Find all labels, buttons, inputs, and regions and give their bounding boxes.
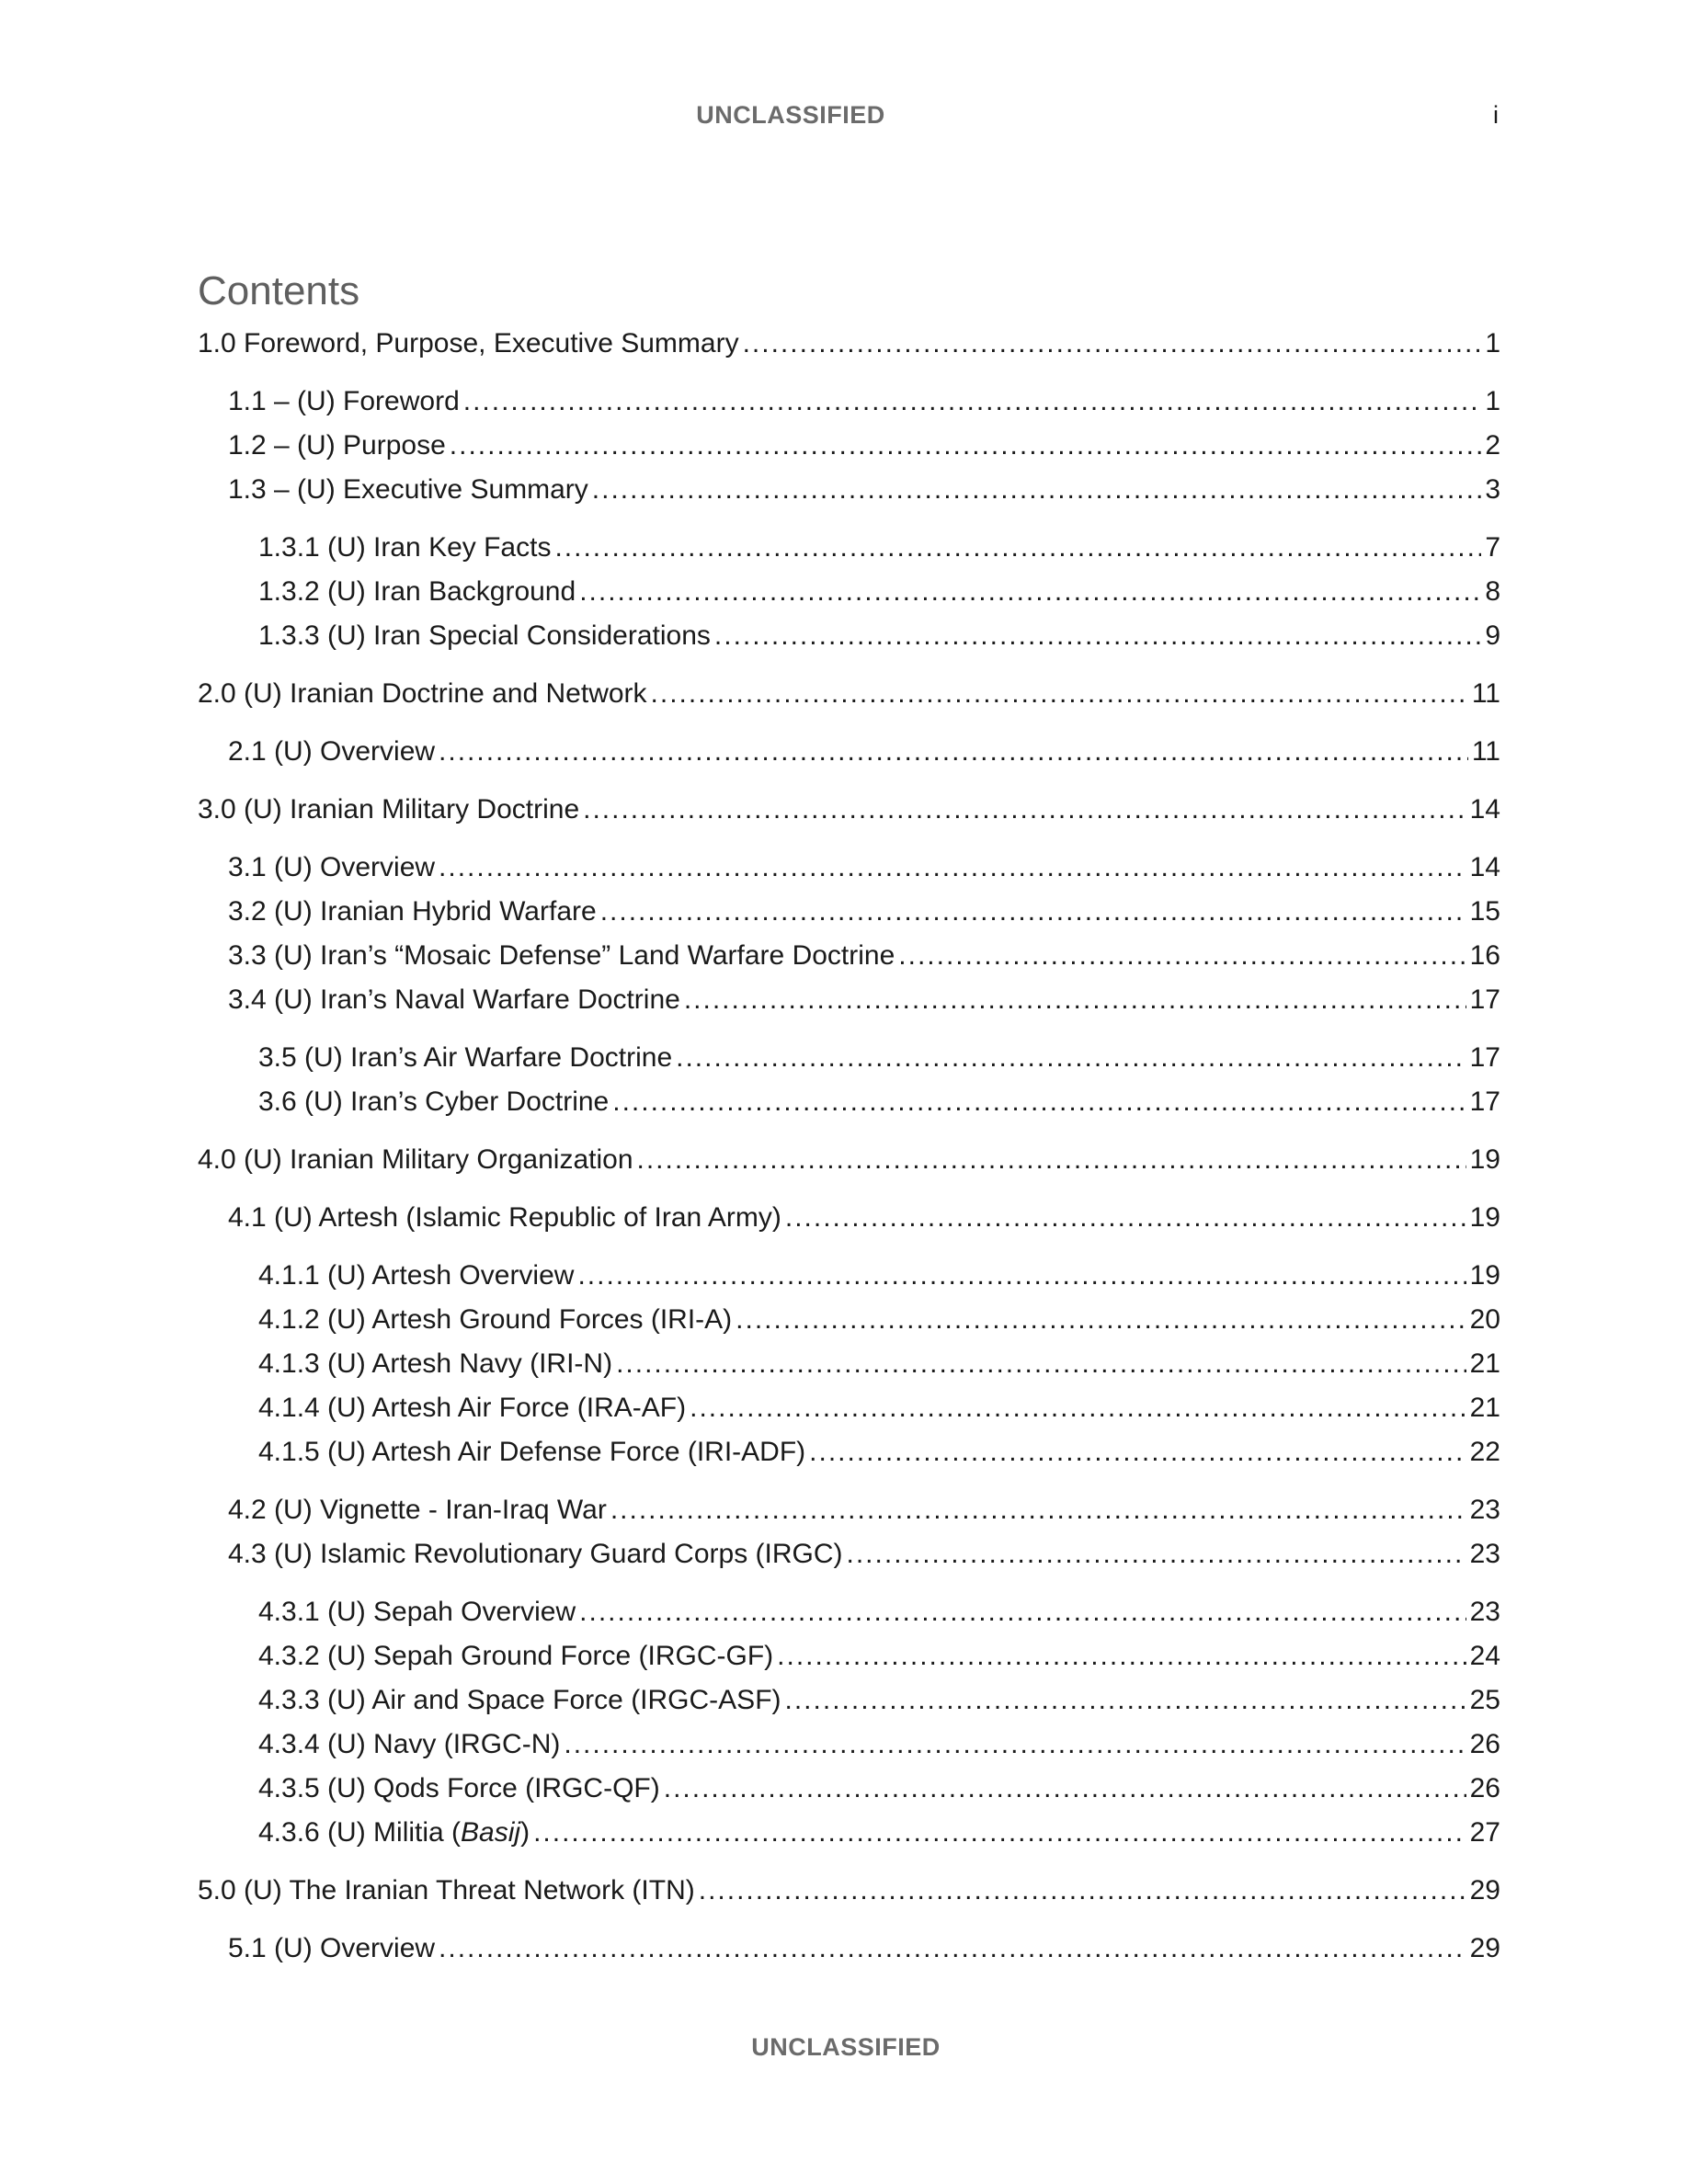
toc-entry-label: 3.4 (U) Iran’s Naval Warfare Doctrine bbox=[228, 984, 680, 1015]
toc-entry-page: 14 bbox=[1469, 852, 1500, 882]
toc-entry-label: 1.3.1 (U) Iran Key Facts bbox=[258, 532, 552, 563]
toc-dot-leader bbox=[579, 1590, 1466, 1634]
toc-dot-leader bbox=[690, 1386, 1466, 1430]
toc-entry[interactable] bbox=[198, 1869, 1500, 1913]
toc-entry-label: 1.2 – (U) Purpose bbox=[228, 430, 446, 461]
toc-entry-page: 20 bbox=[1469, 1304, 1500, 1335]
toc-dot-leader bbox=[651, 672, 1468, 716]
toc-entry[interactable] bbox=[198, 672, 1500, 716]
toc-entry-page: 29 bbox=[1469, 1875, 1500, 1905]
toc-entry[interactable] bbox=[198, 1590, 1500, 1634]
toc-entry-page: 2 bbox=[1485, 430, 1500, 461]
toc-entry-page: 17 bbox=[1469, 984, 1500, 1015]
toc-dot-leader bbox=[450, 424, 1482, 468]
toc-entry-page: 21 bbox=[1469, 1393, 1500, 1423]
page-number: i bbox=[1493, 101, 1499, 129]
toc-entry-page: 11 bbox=[1471, 678, 1500, 709]
toc-dot-leader bbox=[664, 1767, 1466, 1811]
toc-entry-page: 26 bbox=[1469, 1729, 1500, 1759]
toc-entry-page: 3 bbox=[1485, 474, 1500, 505]
toc-dot-leader bbox=[463, 380, 1482, 424]
toc-entry[interactable] bbox=[198, 614, 1500, 658]
toc-entry[interactable] bbox=[198, 1138, 1500, 1182]
toc-entry[interactable] bbox=[198, 1342, 1500, 1386]
table-of-contents bbox=[198, 322, 1500, 1971]
toc-entry[interactable] bbox=[198, 1767, 1500, 1811]
toc-dot-leader bbox=[554, 526, 1481, 570]
toc-dot-leader bbox=[610, 1488, 1466, 1532]
toc-dot-leader bbox=[847, 1532, 1466, 1576]
toc-dot-leader bbox=[809, 1430, 1466, 1474]
toc-dot-leader bbox=[684, 978, 1466, 1022]
toc-dot-leader bbox=[898, 934, 1466, 978]
toc-entry[interactable] bbox=[198, 934, 1500, 978]
toc-dot-leader bbox=[533, 1811, 1466, 1855]
toc-dot-leader bbox=[714, 614, 1481, 658]
toc-entry[interactable] bbox=[198, 1634, 1500, 1678]
toc-entry[interactable] bbox=[198, 526, 1500, 570]
toc-entry-page: 9 bbox=[1485, 620, 1500, 651]
toc-entry[interactable] bbox=[198, 978, 1500, 1022]
toc-entry-label: 4.3.2 (U) Sepah Ground Force (IRGC-GF) bbox=[258, 1641, 774, 1671]
toc-entry-label: 4.3.4 (U) Navy (IRGC-N) bbox=[258, 1729, 561, 1759]
toc-entry-label: 4.2 (U) Vignette - Iran-Iraq War bbox=[228, 1495, 607, 1525]
toc-dot-leader bbox=[777, 1634, 1466, 1678]
toc-entry-page: 11 bbox=[1471, 736, 1500, 767]
toc-dot-leader bbox=[699, 1869, 1466, 1913]
toc-entry-label: 1.3.2 (U) Iran Background bbox=[258, 576, 576, 607]
footer-classification: UNCLASSIFIED bbox=[751, 2033, 941, 2061]
toc-dot-leader bbox=[600, 890, 1466, 934]
toc-dot-leader bbox=[439, 1927, 1466, 1971]
toc-entry-label: 4.3.3 (U) Air and Space Force (IRGC-ASF) bbox=[258, 1685, 781, 1715]
toc-entry[interactable] bbox=[198, 730, 1500, 774]
toc-entry-page: 29 bbox=[1469, 1933, 1500, 1963]
toc-entry-label: 4.3 (U) Islamic Revolutionary Guard Corps (IRGC) bbox=[228, 1539, 843, 1569]
toc-entry-label: 4.0 (U) Iranian Military Organization bbox=[198, 1144, 633, 1175]
toc-entry[interactable] bbox=[198, 1811, 1500, 1855]
toc-entry-label: 1.3 – (U) Executive Summary bbox=[228, 474, 588, 505]
toc-dot-leader bbox=[676, 1036, 1466, 1080]
toc-entry-page: 27 bbox=[1469, 1817, 1500, 1848]
toc-entry-page: 22 bbox=[1469, 1437, 1500, 1467]
toc-entry[interactable] bbox=[198, 1430, 1500, 1474]
toc-entry-label: 5.0 (U) The Iranian Threat Network (ITN) bbox=[198, 1875, 695, 1905]
header-classification: UNCLASSIFIED bbox=[696, 101, 885, 129]
toc-entry-label: 3.5 (U) Iran’s Air Warfare Doctrine bbox=[258, 1042, 673, 1073]
toc-entry-page: 15 bbox=[1469, 896, 1500, 927]
toc-entry[interactable] bbox=[198, 1723, 1500, 1767]
toc-entry-page: 21 bbox=[1469, 1348, 1500, 1379]
toc-entry[interactable] bbox=[198, 468, 1500, 512]
toc-entry-page: 1 bbox=[1485, 386, 1500, 416]
toc-dot-leader bbox=[616, 1342, 1466, 1386]
toc-entry[interactable] bbox=[198, 1254, 1500, 1298]
toc-entry-page: 1 bbox=[1485, 328, 1500, 358]
toc-entry-page: 14 bbox=[1469, 794, 1500, 825]
toc-dot-leader bbox=[785, 1196, 1466, 1240]
toc-entry-label: 4.1.1 (U) Artesh Overview bbox=[258, 1260, 575, 1291]
page-title: Contents bbox=[198, 268, 360, 313]
toc-entry-page: 26 bbox=[1469, 1773, 1500, 1803]
toc-entry-label: 2.1 (U) Overview bbox=[228, 736, 436, 767]
toc-entry[interactable] bbox=[198, 1927, 1500, 1971]
toc-entry[interactable] bbox=[198, 1532, 1500, 1576]
toc-entry-label: 4.1.3 (U) Artesh Navy (IRI-N) bbox=[258, 1348, 613, 1379]
toc-dot-leader bbox=[439, 730, 1468, 774]
toc-entry[interactable] bbox=[198, 322, 1500, 366]
toc-entry[interactable] bbox=[198, 424, 1500, 468]
toc-dot-leader bbox=[579, 570, 1481, 614]
toc-entry-page: 24 bbox=[1469, 1641, 1500, 1671]
toc-entry[interactable] bbox=[198, 1036, 1500, 1080]
toc-dot-leader bbox=[439, 846, 1466, 890]
toc-entry-label: 1.3.3 (U) Iran Special Considerations bbox=[258, 620, 711, 651]
toc-entry-page: 19 bbox=[1469, 1202, 1500, 1233]
toc-entry[interactable] bbox=[198, 890, 1500, 934]
toc-dot-leader bbox=[592, 468, 1482, 512]
toc-entry[interactable] bbox=[198, 1196, 1500, 1240]
toc-entry-label: 4.3.1 (U) Sepah Overview bbox=[258, 1597, 576, 1627]
toc-entry[interactable] bbox=[198, 1080, 1500, 1124]
toc-entry-label: 1.0 Foreword, Purpose, Executive Summary bbox=[198, 328, 739, 358]
toc-dot-leader bbox=[583, 788, 1466, 832]
toc-entry-label: 3.3 (U) Iran’s “Mosaic Defense” Land Warfare Doctrine bbox=[228, 940, 895, 971]
toc-dot-leader bbox=[736, 1298, 1466, 1342]
toc-dot-leader bbox=[785, 1678, 1466, 1723]
toc-entry-label: 1.1 – (U) Foreword bbox=[228, 386, 460, 416]
toc-entry-page: 17 bbox=[1469, 1042, 1500, 1073]
toc-dot-leader bbox=[612, 1080, 1466, 1124]
toc-entry-page: 7 bbox=[1485, 532, 1500, 563]
toc-entry[interactable] bbox=[198, 570, 1500, 614]
toc-entry[interactable] bbox=[198, 1488, 1500, 1532]
toc-entry-label: 5.1 (U) Overview bbox=[228, 1933, 436, 1963]
toc-entry-label: 4.3.5 (U) Qods Force (IRGC-QF) bbox=[258, 1773, 660, 1803]
toc-entry-label: 4.1 (U) Artesh (Islamic Republic of Iran Army) bbox=[228, 1202, 781, 1233]
toc-entry[interactable] bbox=[198, 788, 1500, 832]
toc-dot-leader bbox=[577, 1254, 1466, 1298]
toc-entry-label: 3.0 (U) Iranian Military Doctrine bbox=[198, 794, 580, 825]
toc-entry[interactable] bbox=[198, 846, 1500, 890]
toc-dot-leader bbox=[564, 1723, 1466, 1767]
toc-entry[interactable] bbox=[198, 1386, 1500, 1430]
toc-entry-page: 25 bbox=[1469, 1685, 1500, 1715]
toc-entry[interactable] bbox=[198, 1678, 1500, 1723]
toc-entry-label: 3.1 (U) Overview bbox=[228, 852, 436, 882]
toc-entry-label: 4.1.2 (U) Artesh Ground Forces (IRI-A) bbox=[258, 1304, 733, 1335]
toc-entry[interactable] bbox=[198, 380, 1500, 424]
toc-entry-label: 4.3.6 (U) Militia (Basij) bbox=[258, 1817, 530, 1848]
toc-entry-page: 23 bbox=[1469, 1597, 1500, 1627]
toc-entry-page: 19 bbox=[1469, 1144, 1500, 1175]
toc-entry[interactable] bbox=[198, 1298, 1500, 1342]
toc-entry-page: 19 bbox=[1469, 1260, 1500, 1291]
toc-entry-label: 4.1.5 (U) Artesh Air Defense Force (IRI-ADF) bbox=[258, 1437, 806, 1467]
toc-entry-page: 8 bbox=[1485, 576, 1500, 607]
toc-entry-label: 4.1.4 (U) Artesh Air Force (IRA-AF) bbox=[258, 1393, 687, 1423]
toc-entry-page: 23 bbox=[1469, 1495, 1500, 1525]
toc-entry-page: 17 bbox=[1469, 1086, 1500, 1117]
toc-entry-page: 16 bbox=[1469, 940, 1500, 971]
toc-entry-label: 2.0 (U) Iranian Doctrine and Network bbox=[198, 678, 647, 709]
toc-entry-label: 3.2 (U) Iranian Hybrid Warfare bbox=[228, 896, 597, 927]
toc-entry-page: 23 bbox=[1469, 1539, 1500, 1569]
toc-dot-leader bbox=[637, 1138, 1466, 1182]
toc-dot-leader bbox=[743, 322, 1482, 366]
toc-entry-label: 3.6 (U) Iran’s Cyber Doctrine bbox=[258, 1086, 610, 1117]
